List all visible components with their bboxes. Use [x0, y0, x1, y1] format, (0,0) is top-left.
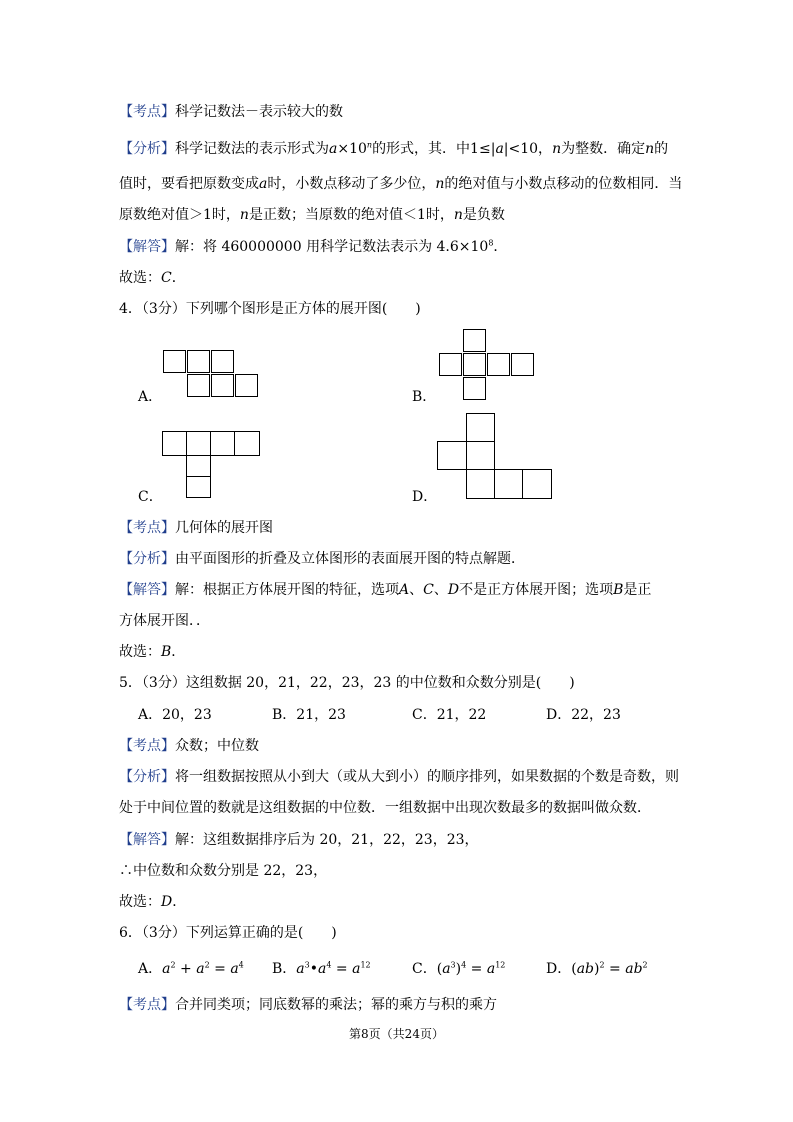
q4-net-b: [439, 329, 535, 401]
net-square: [187, 374, 210, 397]
kaodian-tag: 【考点】: [119, 997, 175, 1013]
q5-stem: 5．（3分）这组数据 20，21，22，23，23 的中位数和众数分别是( ): [119, 675, 575, 691]
q4-kaodian: 【考点】几何体的展开图: [119, 520, 273, 536]
q6-option-a: A．$a^2 + a^2 = a^4$: [138, 960, 244, 977]
q5-fenxi-line1: 【分析】将一组数据按照从小到大（或从大到小）的顺序排列，如果数据的个数是奇数，则: [119, 769, 679, 785]
q4-option-c-label: C．: [138, 489, 163, 505]
q4-jieda-line2: 方体展开图．．: [119, 613, 210, 629]
q3-kaodian: 【考点】科学记数法－表示较大的数: [119, 104, 343, 120]
jieda-tag: 【解答】: [119, 832, 175, 848]
q5-jieda-line2: ∴中位数和众数分别是 22，23，: [119, 863, 328, 879]
net-square: [186, 455, 211, 477]
net-square: [210, 431, 235, 456]
q5-option-b: B．21，23: [272, 707, 346, 723]
net-square: [162, 431, 187, 456]
q6-stem: 6．（3分）下列运算正确的是( ): [119, 925, 337, 941]
q5-jieda-line1: 【解答】解：这组数据排序后为 20，21，22，23，23，: [119, 832, 479, 848]
q4-net-a: [163, 350, 259, 398]
q4-net-c: [162, 431, 261, 498]
net-square: [466, 469, 495, 499]
q3-fenxi-line2: 值时，要看把原数变成a时，小数点移动了多少位，n的绝对值与小数点移动的位数相同．当: [119, 176, 683, 192]
q3-fenxi-line1: 【分析】科学记数法的表示形式为$a\times 10^n$的形式，其．中1≤|a|<10，n为整数．确定n的: [119, 140, 669, 157]
q5-option-d: D．22，23: [546, 707, 621, 723]
q4-jieda-line1: 【解答】解：根据正方体展开图的特征，选项A、C、D不是正方体展开图；选项B是正: [119, 582, 652, 598]
q3-fenxi-line3: 原数绝对值＞1时，n是正数；当原数的绝对值＜1时，n是负数: [119, 207, 505, 223]
net-square: [466, 413, 495, 442]
jieda-tag: 【解答】: [119, 239, 175, 255]
net-square: [235, 374, 258, 397]
q4-stem: 4．（3分）下列哪个图形是正方体的展开图( ): [119, 301, 421, 317]
net-square: [511, 353, 534, 376]
net-square: [463, 353, 486, 376]
fenxi-tag: 【分析】: [119, 769, 175, 785]
q4-option-a-label: A．: [138, 389, 163, 405]
q4-answer: 故选：B．: [119, 644, 186, 660]
kaodian-tag: 【考点】: [119, 520, 175, 536]
net-square: [234, 431, 260, 456]
fenxi-tag: 【分析】: [119, 141, 175, 157]
net-square: [494, 469, 523, 499]
jieda-tag: 【解答】: [119, 582, 175, 598]
q4-fenxi: 【分析】由平面图形的折叠及立体图形的表面展开图的特点解题．: [119, 551, 525, 567]
q6-option-d: D．$(ab)^2 = ab^2$: [546, 960, 648, 977]
kaodian-tag: 【考点】: [119, 738, 175, 754]
q5-kaodian: 【考点】众数；中位数: [119, 738, 259, 754]
q4-option-b-label: B．: [412, 389, 437, 405]
net-square: [186, 476, 211, 498]
q4-net-d: [437, 413, 552, 499]
page-footer: 第8页（共24页）: [349, 1027, 444, 1041]
q4-option-d-label: D．: [412, 489, 438, 505]
net-square: [463, 329, 486, 352]
q5-fenxi-line2: 处于中间位置的数就是这组数据的中位数．一组数据中出现次数最多的数据叫做众数．: [119, 800, 651, 816]
q3-answer: 故选：C．: [119, 270, 186, 286]
q3-jieda: 【解答】解：将 460000000 用科学记数法表示为 $4.6\times 10^8$．: [119, 238, 508, 255]
q5-option-a: A．20，23: [138, 707, 212, 723]
net-square: [487, 353, 510, 376]
q5-option-c: C．21，22: [412, 707, 487, 723]
q6-option-c: C．$(a^3)^4 = a^{12}$: [412, 960, 506, 977]
net-square: [186, 431, 211, 456]
fenxi-tag: 【分析】: [119, 551, 175, 567]
q6-option-b: B．$a^3•a^4 = a^{12}$: [272, 960, 371, 977]
net-square: [466, 441, 495, 470]
net-square: [211, 374, 234, 397]
kaodian-tag: 【考点】: [119, 104, 175, 120]
q6-kaodian: 【考点】合并同类项；同底数幂的乘法；幂的乘方与积的乘方: [119, 997, 497, 1013]
net-square: [211, 350, 234, 373]
net-square: [437, 441, 467, 470]
net-square: [522, 469, 552, 499]
net-square: [163, 350, 186, 373]
net-square: [187, 350, 210, 373]
q5-answer: 故选：D．: [119, 894, 187, 910]
net-square: [463, 377, 486, 400]
net-square: [439, 353, 462, 376]
